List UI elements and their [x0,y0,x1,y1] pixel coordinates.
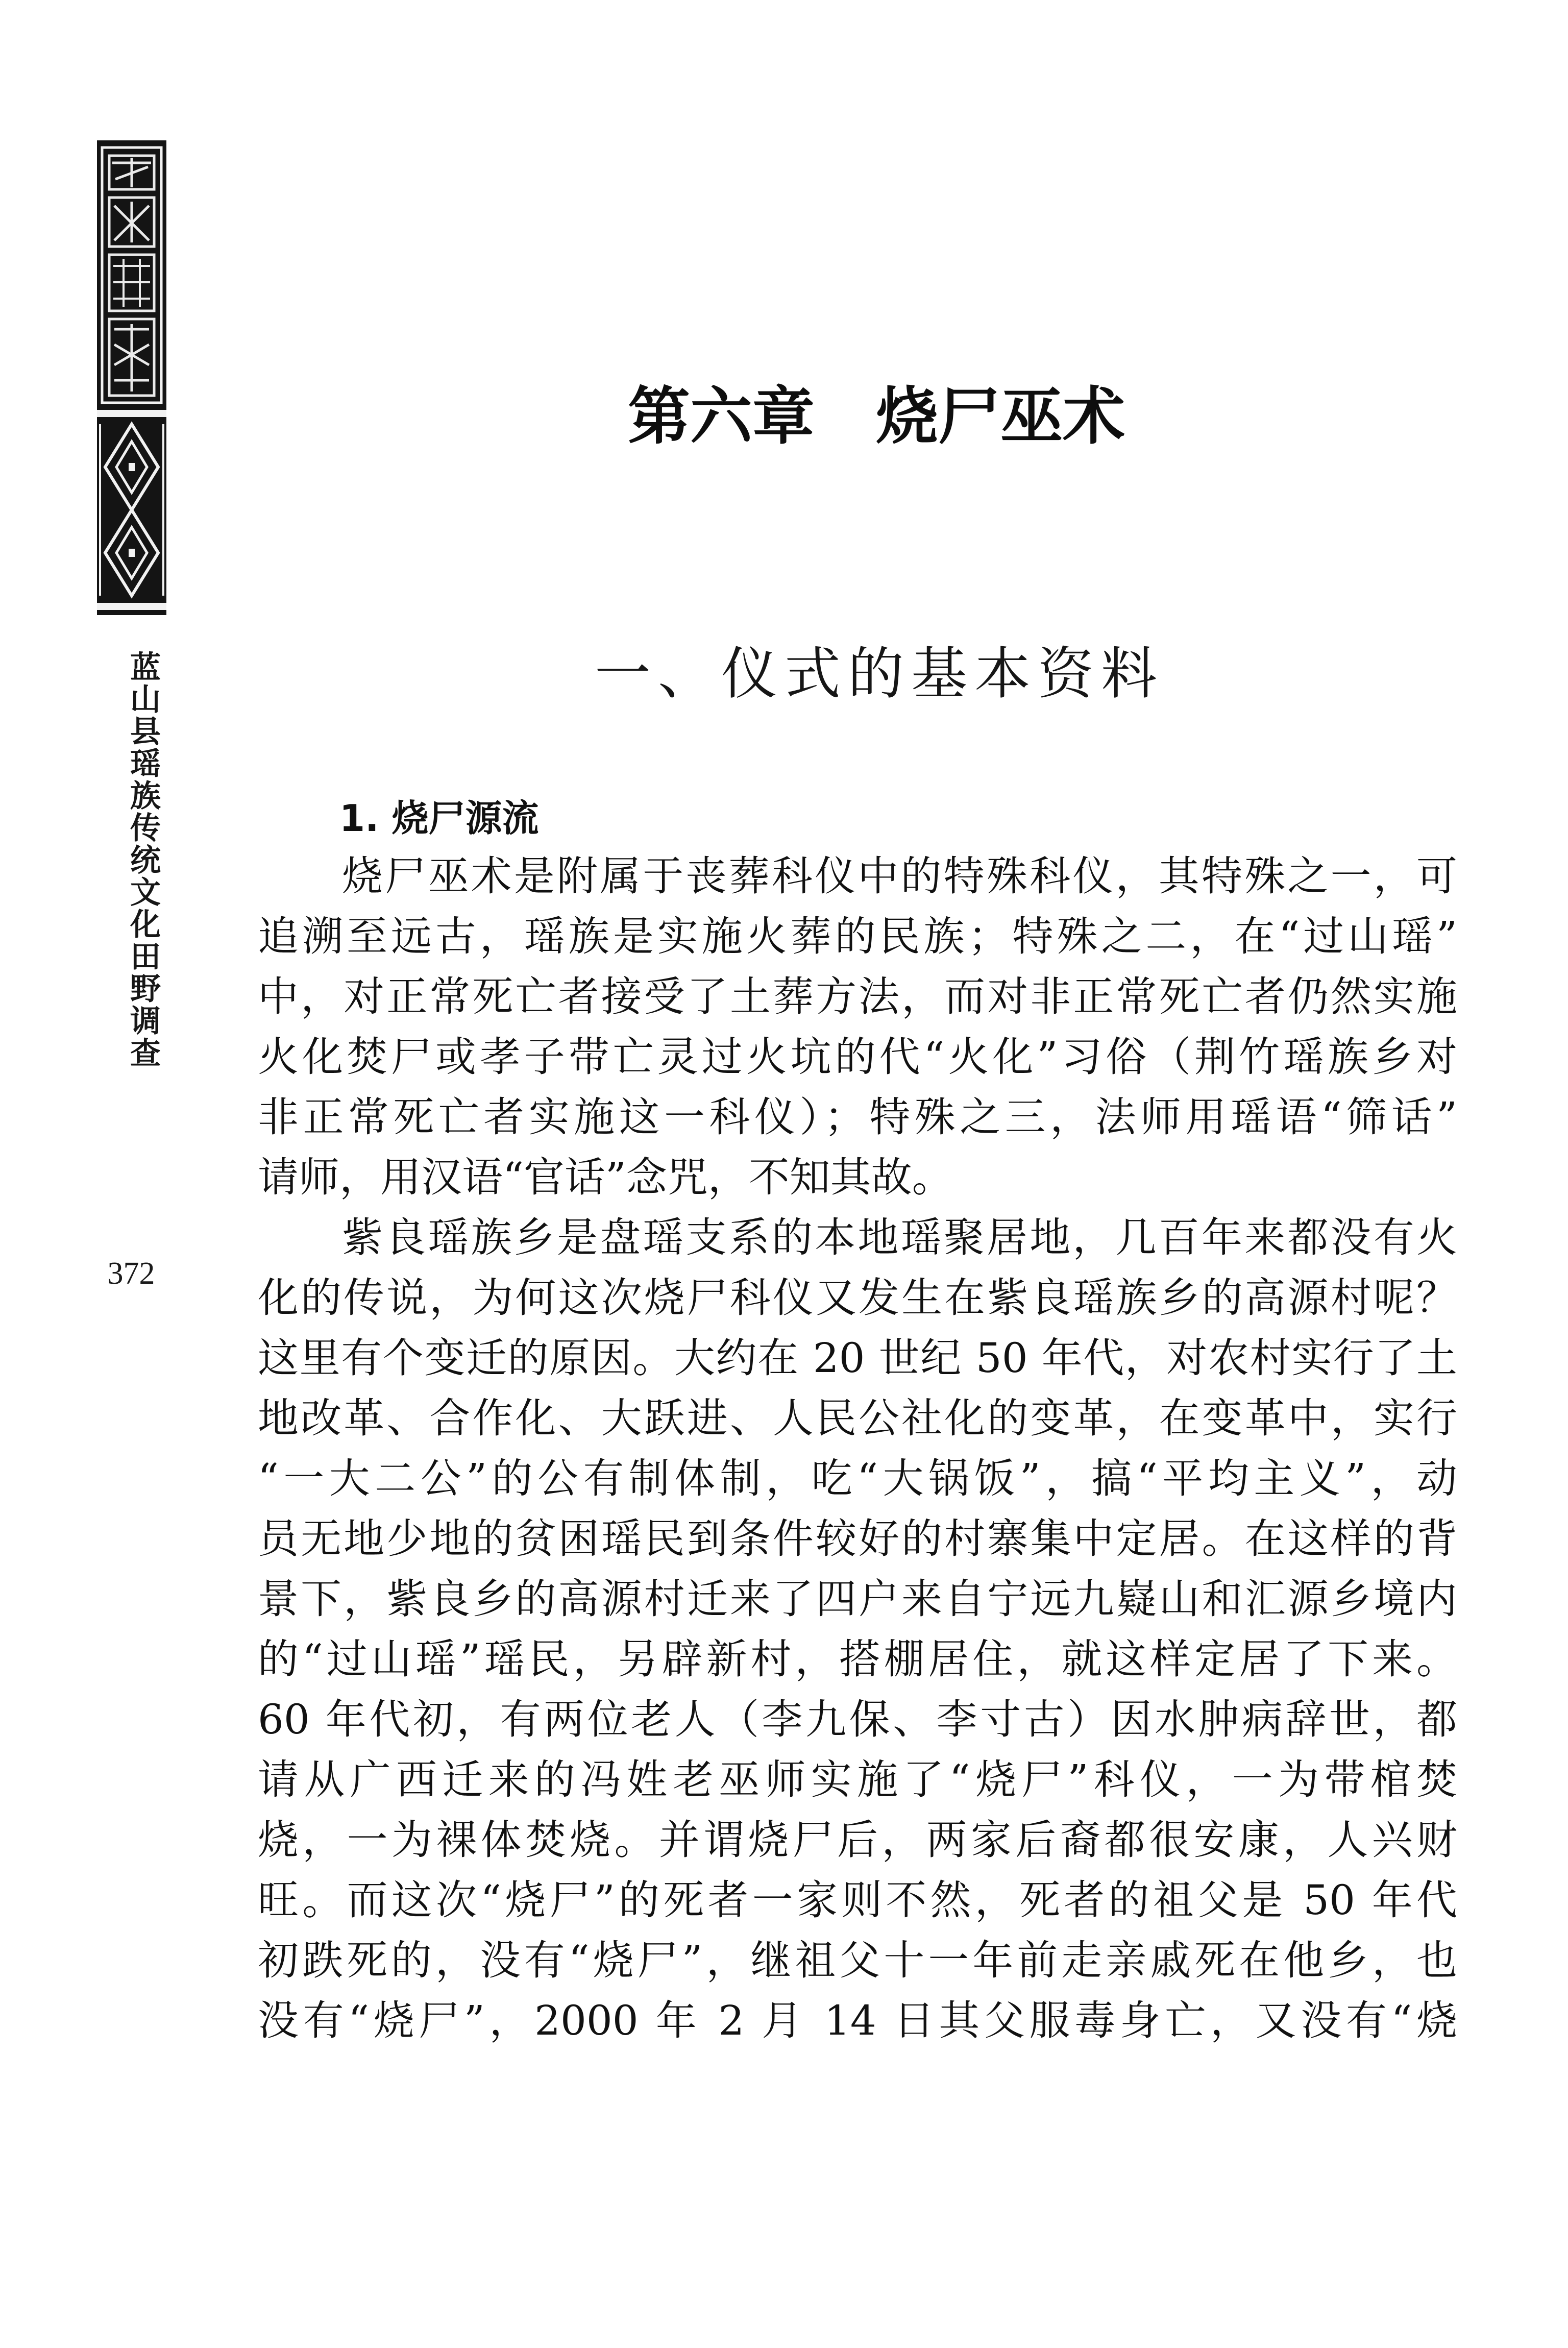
text-line: 非正常死亡者实施这一科仪）；特殊之三，法师用瑶语“筛话” [258,1093,1457,1141]
chapter-number: 第六章 [628,379,815,453]
text-line: 烧，一为裸体焚烧。并谓烧尸后，两家后裔都很安康，人兴财 [258,1816,1457,1864]
chapter-name: 烧尸巫术 [876,379,1125,453]
text-line: 追溯至远古，瑶族是实施火葬的民族；特殊之二，在“过山瑶” [258,913,1457,960]
text-line: 这里有个变迁的原因。大约在 20 世纪 50 年代，对农村实行了土 [258,1334,1457,1382]
sidebar-ornament-banner [97,140,166,615]
ornament-pattern-icon [97,140,166,615]
text-line: 紫良瑶族乡是盘瑶支系的本地瑶聚居地，几百年来都没有火 [342,1214,1457,1261]
page-number: 372 [107,1256,155,1291]
text-line: 火化焚尸或孝子带亡灵过火坑的代“火化”习俗（荆竹瑶族乡对 [258,1033,1457,1081]
subsection-title: 1. 烧尸源流 [339,797,539,840]
paragraph [258,1208,1457,2051]
book-title-vertical: 蓝山县瑶族传统文化田野调查 [125,651,161,1069]
text-line: 烧尸巫术是附属于丧葬科仪中的特殊科仪，其特殊之一，可 [342,852,1457,900]
text-line: 员无地少地的贫困瑶民到条件较好的村寨集中定居。在这样的背 [258,1515,1457,1562]
body-text [258,846,1457,2051]
text-line: 没有“烧尸”，2000 年 2 月 14 日其父服毒身亡，又没有“烧 [258,1997,1457,2044]
text-line: 的“过山瑶”瑶民，另辟新村，搭棚居住，就这样定居了下来。 [258,1635,1457,1683]
text-line: 旺。而这次“烧尸”的死者一家则不然，死者的祖父是 50 年代 [258,1876,1457,1924]
chapter-title [628,378,1125,454]
text-line: 60 年代初，有两位老人（李九保、李寸古）因水肿病辞世，都 [258,1696,1457,1743]
text-line: 中，对正常死亡者接受了土葬方法，而对非正常死亡者仍然实施 [258,973,1457,1020]
text-line: 请从广西迁来的冯姓老巫师实施了“烧尸”科仪，一为带棺焚 [258,1756,1457,1803]
section-title: 一、仪式的基本资料 [595,641,1164,706]
text-line: “一大二公”的公有制体制，吃“大锅饭”，搞“平均主义”，动 [258,1455,1457,1502]
text-line: 请师，用汉语“官话”念咒，不知其故。 [258,1154,953,1201]
text-line: 景下，紫良乡的高源村迁来了四户来自宁远九嶷山和汇源乡境内 [258,1575,1457,1623]
text-line: 化的传说，为何这次烧尸科仪又发生在紫良瑶族乡的高源村呢？ [258,1274,1457,1322]
paragraph [258,846,1457,1208]
text-line: 初跌死的，没有“烧尸”，继祖父十一年前走亲戚死在他乡，也 [258,1937,1457,1984]
text-line: 地改革、合作化、大跃进、人民公社化的变革，在变革中，实行 [258,1395,1457,1442]
